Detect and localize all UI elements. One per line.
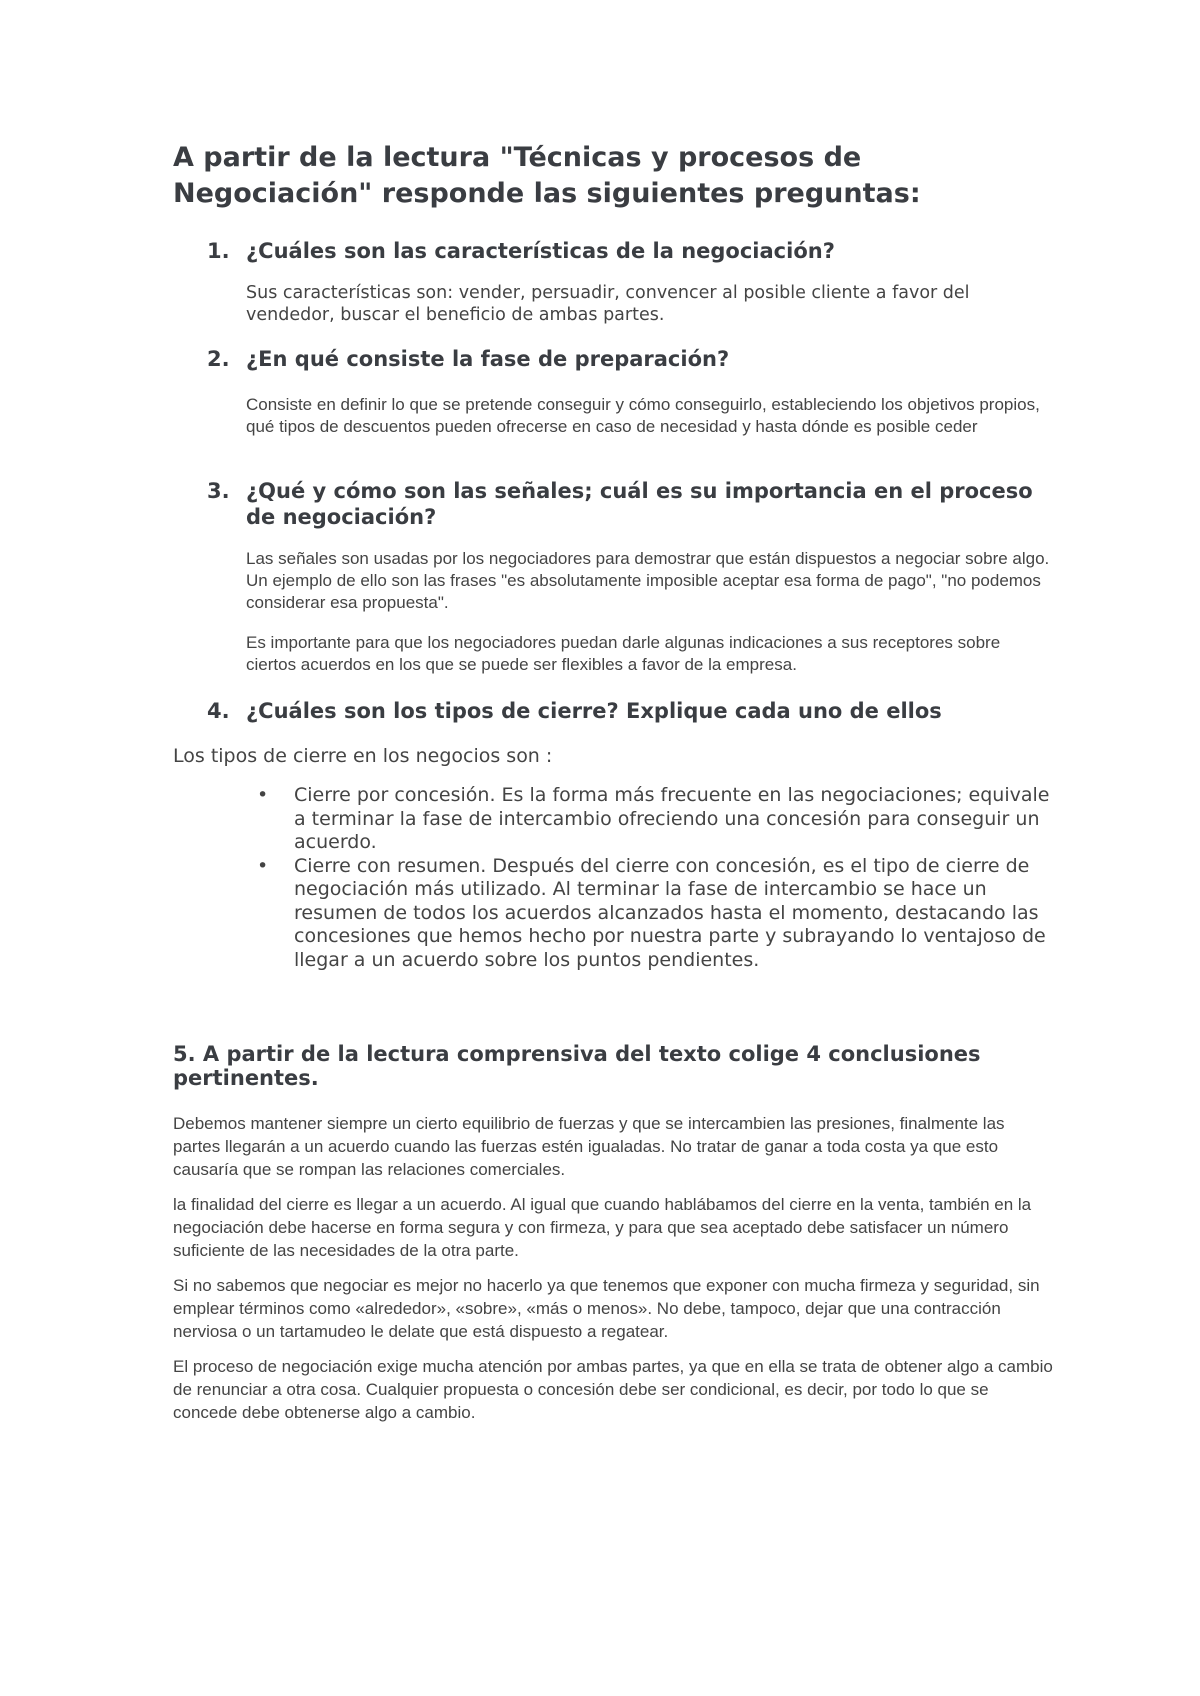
question-1-heading	[173, 238, 1053, 264]
question-2	[173, 346, 1053, 438]
question-3-number: 3.	[207, 479, 230, 503]
document-page	[173, 140, 1053, 1424]
list-item-text: Cierre con resumen. Después del cierre con concesión, es el tipo de cierre de negociación más utilizado. Al terminar la fase de intercambio se hace un resumen de todos los acuerdos alcanzados hasta el momento, destacando las concesiones que hemos hecho por nuestra parte y subrayando lo ventajoso de llegar a un acuerdo sobre los puntos pendientes.	[294, 854, 1046, 971]
bullet-icon: •	[257, 784, 269, 806]
conclusion-3: Si no sabemos que negociar es mejor no hacerlo ya que tenemos que exponer con mucha firmeza y seguridad, sin emplear términos como «alrededor», «sobre», «más o menos». No debe, tampoco, dejar que una contracción nerviosa o un tartamudeo le delate que está dispuesto a regatear.	[173, 1276, 1040, 1341]
question-1-answer: Sus características son: vender, persuadir, convencer al posible cliente a favor del vendedor, buscar el beneficio de ambas partes.	[246, 283, 970, 325]
list-item	[257, 784, 1053, 855]
conclusion-1: Debemos mantener siempre un cierto equilibrio de fuerzas y que se intercambien las presiones, finalmente las partes llegarán a un acuerdo cuando las fuerzas estén igualadas. No tratar de ganar a toda costa ya que esto causaría que se rompan las relaciones comerciales.	[173, 1114, 1005, 1179]
document-title: A partir de la lectura "Técnicas y procesos de Negociación" responde las siguientes preguntas:	[173, 142, 921, 209]
list-item	[257, 854, 1053, 973]
question-4	[173, 698, 1053, 972]
question-1	[173, 238, 1053, 326]
bullet-icon: •	[257, 854, 269, 877]
question-3-heading	[173, 478, 1053, 530]
question-2-number: 2.	[207, 347, 230, 371]
question-2-text: ¿En qué consiste la fase de preparación?	[246, 347, 730, 371]
question-3-answer-1: Las señales son usadas por los negociadores para demostrar que están dispuestos a negociar sobre algo. Un ejemplo de ello son las frases "es absolutamente imposible aceptar esa forma de pago", "no podemos considerar esa propuesta".	[246, 549, 1050, 612]
question-4-text: ¿Cuáles son los tipos de cierre? Explique cada uno de ellos	[246, 699, 942, 723]
conclusion-4: El proceso de negociación exige mucha atención por ambas partes, ya que en ella se trata de obtener algo a cambio de renunciar a otra cosa. Cualquier propuesta o concesión debe ser condicional, es decir, por todo lo que se concede debe obtenerse algo a cambio.	[173, 1357, 1053, 1422]
question-3-answer-2: Es importante para que los negociadores puedan darle algunas indicaciones a sus receptores sobre ciertos acuerdos en los que se puede ser flexibles a favor de la empresa.	[246, 633, 1001, 674]
closing-types-list	[173, 784, 1053, 972]
conclusion-2: la finalidad del cierre es llegar a un acuerdo. Al igual que cuando hablábamos del cierre en la venta, también en la negociación debe hacerse en forma segura y con firmeza, y para que sea aceptado debe satisfacer un número suficiente de las necesidades de la otra parte.	[173, 1195, 1032, 1260]
question-3	[173, 478, 1053, 676]
question-2-answer: Consiste en definir lo que se pretende conseguir y cómo conseguirlo, estableciendo los objetivos propios, qué tipos de descuentos pueden ofrecerse en caso de necesidad y hasta dónde es posible ceder	[246, 395, 1040, 436]
question-4-number: 4.	[207, 699, 230, 723]
question-4-intro: Los tipos de cierre en los negocios son :	[173, 745, 553, 767]
question-5-heading: 5. A partir de la lectura comprensiva del texto colige 4 conclusiones pertinentes.	[173, 1042, 981, 1090]
list-item-text: Cierre por concesión. Es la forma más frecuente en las negociaciones; equivale a terminar la fase de intercambio ofreciendo una concesión para conseguir un acuerdo.	[294, 784, 1050, 853]
question-2-heading	[173, 346, 1053, 372]
question-3-text: ¿Qué y cómo son las señales; cuál es su importancia en el proceso de negociación?	[246, 479, 1033, 529]
question-1-number: 1.	[207, 239, 230, 263]
question-1-text: ¿Cuáles son las características de la negociación?	[246, 239, 835, 263]
question-4-heading	[173, 698, 1053, 724]
question-5	[173, 1042, 1053, 1424]
